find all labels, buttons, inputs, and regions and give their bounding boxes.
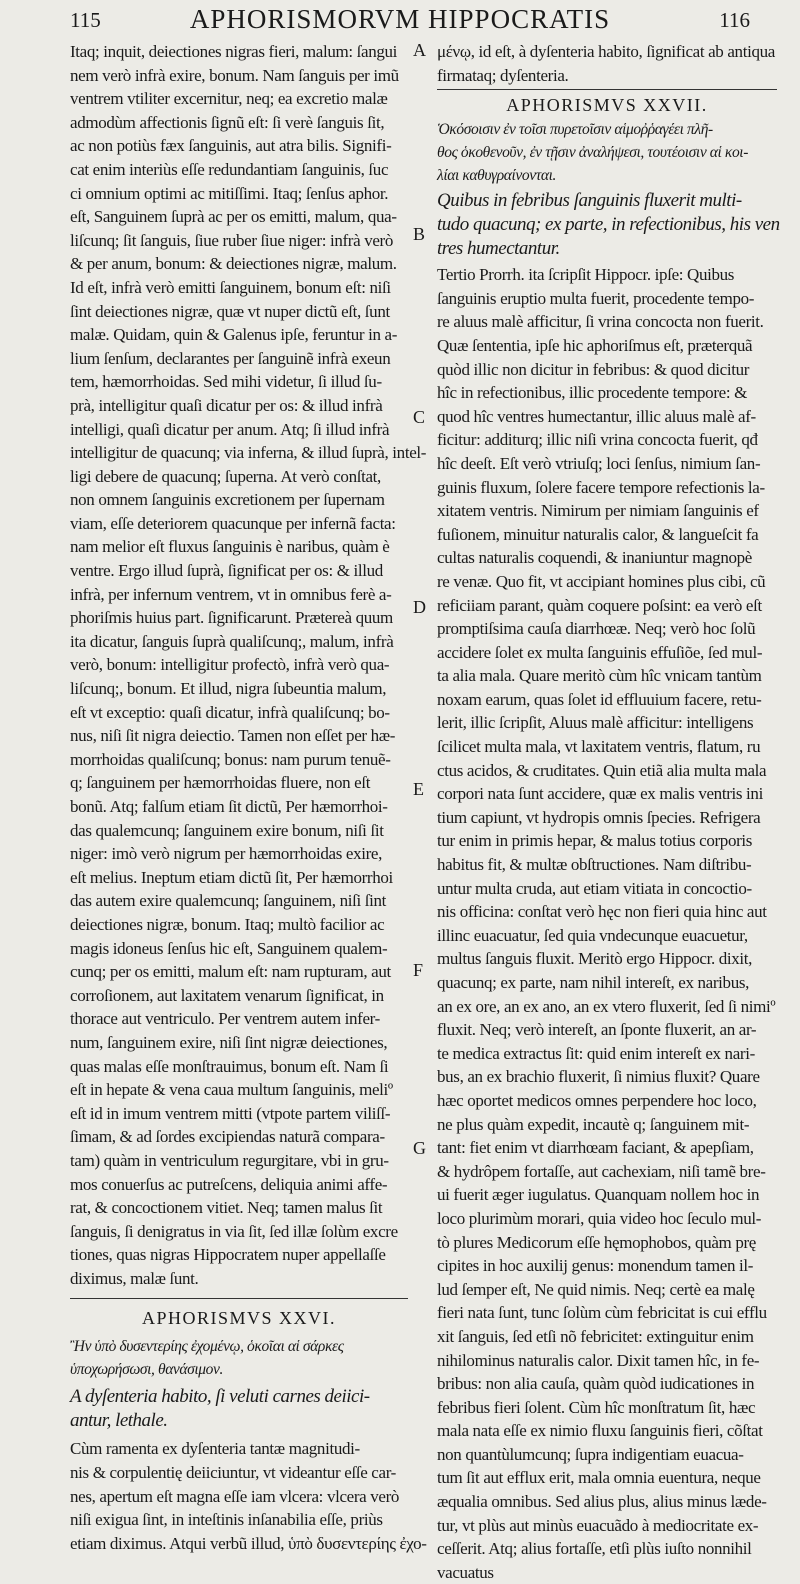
- text-line: das qualemcunq; ſanguinem exire bonum, niſi ſit: [70, 820, 384, 840]
- text-line: hæc oportet medicos omnes perpendere hoc loco,: [437, 1090, 757, 1110]
- continuation-text: [437, 40, 777, 87]
- text-line: nis & corpulentię deiiciuntur, vt videantur eſſe car-: [70, 1463, 396, 1483]
- text-line: mala nata eſſe ex nimio fluxu ſanguinis fieri, cõſtat: [437, 1421, 763, 1441]
- text-line: niger: imò verò nigrum per hæmorrhoidas exire,: [70, 844, 383, 864]
- text-line: ita dicatur, ſanguis ſuprà qualiſcunq;, malum, infrà: [70, 631, 394, 651]
- latin-translation: [437, 189, 780, 261]
- text-line: ſint deiectiones nigræ, quæ vt nuper dictũ eſt, ſunt: [70, 301, 390, 321]
- margin-letter-a: A: [413, 40, 426, 60]
- text-line: Itaq; inquit, deiectiones nigras fieri, malum: ſangui: [70, 42, 398, 61]
- text-line: intelligi, quaſi dicatur per anum. Atq; ſi illud infrà: [70, 419, 390, 439]
- text-line: nihilominus naturalis calor. Dixit tamen hîc, in fe-: [437, 1350, 760, 1370]
- text-line: febribus fieri ſolent. Cùm hîc monſtratum ſit, hæc: [437, 1397, 756, 1417]
- text-line: etiam diximus. Atqui verbũ illud, ὑπὸ δυσεντερίης ἐχο-: [70, 1533, 427, 1553]
- aphorism-heading: APHORISMVS XXVII.: [506, 95, 708, 116]
- text-line: tum ſit aut efflux erit, mala omnia euentura, neque: [437, 1468, 761, 1488]
- margin-letter-b: B: [413, 224, 426, 244]
- running-title: APHORISMORVM HIPPOCRATIS: [189, 4, 611, 34]
- translation-line: tudo quacunq; ex parte, in refectionibus, his ven: [437, 214, 780, 236]
- text-line: tium capiunt, vt hydropis omnis ſpecies. Refrigera: [437, 807, 761, 827]
- text-line: lerit, illic ſcripſit, Aluus malè afficitur: intelligens: [437, 713, 754, 733]
- text-line: das autem exire qualemcunq; ſanguinem, niſi ſint: [70, 891, 387, 911]
- text-line: cunq; per os emitti, malum eſt: nam rupturam, aut: [70, 962, 391, 982]
- text-line: q; ſanguinem per hæmorrhoidas fluere, non eſt: [70, 773, 371, 793]
- text-line: & hydrôpem fortaſſe, aut cachexiam, niſi tamẽ bre-: [437, 1161, 766, 1181]
- latin-translation: [70, 1385, 408, 1433]
- text-line: intelligitur de quacunq; via inferna, & illud ſuprà, intel-: [70, 443, 427, 463]
- text-line: mos conuerſus ac putreſcens, deliquia animi affe-: [70, 1174, 388, 1194]
- greek-line: λίαι καθυγραίνονται.: [437, 167, 557, 185]
- text-line: admodùm affectionis ſignũ eſt: ſi verè ſanguis ſit,: [70, 112, 385, 132]
- text-line: verò, bonum: intelligitur profectò, infrà verò qua-: [70, 655, 390, 675]
- text-line: xit ſanguis, ſed etſi nõ febricitet: extinguitur enim: [437, 1326, 754, 1346]
- text-line: viam, eſſe deteriorem quacunque per infernã facta:: [70, 513, 396, 533]
- text-line: eſt in hepate & vena caua multum ſanguinis, meliº: [70, 1080, 393, 1100]
- text-line: rat, & concoctionem vitiet. Neq; tamen malus ſit: [70, 1198, 383, 1218]
- text-line: tam) quàm in ventriculum regurgitare, vbi in gru-: [70, 1150, 389, 1170]
- text-line: lium ſenſum, declarantes per ſanguinẽ infrà exeun: [70, 348, 391, 368]
- text-line: ta alia mala. Quare meritò cùm hîc vnicam tantùm: [437, 666, 762, 686]
- text-line: ventre. Ergo illud ſuprà, ſignificat per os: & illud: [70, 561, 383, 581]
- text-line: Quæ ſententia, ipſe hic aphoriſmus eſt, præterquã: [437, 335, 753, 355]
- margin-letter-d: D: [413, 597, 426, 617]
- margin-letter-f: F: [413, 960, 424, 980]
- left-body-text: [70, 40, 427, 1290]
- translation-line: Quibus in febribus ſanguinis fluxerit multi-: [437, 190, 742, 212]
- margin-letter-e: E: [413, 779, 424, 799]
- text-line: ac non potiùs fæx ſanguinis, aut atra bilis. Signifi-: [70, 136, 392, 156]
- margin-letter-g: G: [413, 1138, 426, 1158]
- text-line: ventrem vtiliter excernitur, neq; ea excretio malæ: [70, 89, 388, 109]
- text-line: fluxit. Neq; verò intereſt, an ſponte fluxerit, an ar-: [437, 1020, 757, 1040]
- text-line: an ex ore, an ex ano, an ex vtero fluxerit, ſed ſi nimiº: [437, 996, 776, 1016]
- text-line: deiectiones nigræ, bonum. Itaq; multò facilior ac: [70, 914, 385, 934]
- text-line: accidere ſolet ex multa ſanguinis effuſiõe, ſed mul-: [437, 642, 763, 662]
- greek-aphorism-text: [70, 1335, 408, 1381]
- page-number-left: 115: [70, 8, 101, 32]
- text-line: ci omnium optimi ac mitiſſimi. Itaq; ſenſus aphor.: [70, 183, 389, 203]
- text-line: firmataq; dyſenteria.: [437, 65, 569, 85]
- text-line: Id eſt, infrà verò emitti ſanguinem, bonum eſt: niſi: [70, 277, 391, 297]
- text-line: nem verò infrà exire, bonum. Nam ſanguis per imũ: [70, 65, 399, 85]
- text-line: thorace aut ventriculo. Per ventrem autem infer-: [70, 1009, 380, 1029]
- text-line: nam melior eſt fluxus ſanguinis è naribus, quàm è: [70, 537, 390, 557]
- text-line: nis officina: conſtat verò hęc non fieri quia hinc aut: [437, 902, 767, 922]
- text-line: Cùm ramenta ex dyſenteria tantæ magnitudi-: [70, 1439, 360, 1459]
- text-line: infrà, per infernum ventrem, vt in omnibus ferè a-: [70, 584, 392, 604]
- text-line: & per anum, bonum: & deiectiones nigræ, malum.: [70, 254, 397, 274]
- text-line: cipites in hoc auxilij genus: monendum tamen il-: [437, 1256, 754, 1276]
- text-line: quas malas eſſe monſtrauimus, bonum eſt. Nam ſi: [70, 1056, 389, 1076]
- text-line: loco plurimùm morari, quia video hoc ſeculo mul-: [437, 1208, 762, 1228]
- text-line: prà, intelligitur quaſi dicatur per os: & illud infrà: [70, 395, 383, 415]
- text-line: multus ſanguis fluxit. Meritò ergo Hippocr. dixit,: [437, 949, 753, 969]
- text-line: re aluus malè afficitur, ſi vrina concocta non fuerit.: [437, 312, 764, 332]
- text-line: morrhoidas qualiſcunq; bonus: nam purum tenuẽ-: [70, 749, 391, 769]
- text-line: quod hîc ventres humectantur, illic aluus malè af-: [437, 406, 756, 426]
- text-line: ctus acidos, & cruditates. Quin etiã alia multa mala: [437, 760, 767, 780]
- text-line: diximus, malæ ſunt.: [70, 1268, 199, 1288]
- text-line: ceſſerit. Atq; alius fortaſſe, etſi plùs iuſto nonnihil: [437, 1539, 752, 1559]
- text-line: xitatem ventris. Nimirum per nimiam ſanguinis ef: [437, 501, 759, 521]
- text-line: nus, niſi ſit nigra deiectio. Tamen non eſſet per hæ-: [70, 726, 396, 746]
- text-line: tur, vt plùs aut minùs euacuãdo à mediocritate ex-: [437, 1515, 759, 1535]
- translation-line: antur, lethale.: [70, 1410, 168, 1432]
- text-line: cat enim interiùs eſſe redundantiam ſanguinis, ſuc: [70, 159, 389, 179]
- text-line: ſcilicet multa mala, vt laxitatem ventris, flatum, ru: [437, 737, 761, 757]
- text-line: hîc in refectionibus, illic procedente tempore: &: [437, 383, 747, 403]
- text-line: magis idoneus ſenſus hic eſt, Sanguinem qualem-: [70, 938, 388, 958]
- text-line: niſi exigua ſint, in inteſtinis inſanabilia eſſe, priùs: [70, 1510, 383, 1530]
- text-line: eſt, Sanguinem ſuprà ac per os emitti, malum, qua-: [70, 207, 397, 227]
- text-line: malæ. Quidam, quin & Galenus ipſe, feruntur in a-: [70, 325, 398, 345]
- text-line: bus, an ex brachio fluxerit, ſi nimius fluxit? Quare: [437, 1067, 760, 1087]
- translation-line: tres humectantur.: [437, 238, 560, 260]
- text-line: fuſionem, minuitur naturalis calor, & langueſcit fa: [437, 524, 759, 544]
- text-line: re venæ. Quo fit, vt accipiant homines plus cibi, cũ: [437, 571, 766, 591]
- left-column: [70, 40, 427, 1555]
- text-line: phoriſmis huius part. ſignificarunt. Prætereà quum: [70, 608, 393, 628]
- page-number-right: 116: [719, 8, 750, 32]
- text-line: noxam earum, quas ſolet id effluuium facere, retu-: [437, 689, 762, 709]
- text-line: tem, hæmorrhoidas. Sed mihi videtur, ſi illud ſu-: [70, 372, 382, 392]
- text-line: bonũ. Atq; falſum etiam ſit dictũ, Per hæmorrhoi-: [70, 797, 388, 816]
- text-line: quacunq; ex parte, nam nihil intereſt, ex naribus,: [437, 973, 750, 992]
- text-line: num, ſanguinem exire, niſi ſint nigræ deiectiones,: [70, 1032, 388, 1052]
- greek-line: Ὁκόσοισιν ἐν τοῖσι πυρετοῖσιν αἱμοῤῥαγέει πλῆ-: [437, 121, 713, 139]
- text-line: bribus: non alia cauſa, quàm quòd iudicationes in: [437, 1374, 755, 1394]
- text-line: æqualia omnibus. Sed alius plus, alius minus læde-: [437, 1492, 767, 1512]
- text-line: lud ſemper eſt, Ne quid nimis. Neq; certè ea malę: [437, 1279, 755, 1299]
- text-line: hîc deeſt. Eſt verò vtriuſq; loci ſenſus, nimium ſan-: [437, 453, 761, 473]
- text-line: corroſionem, aut laxitatem venarum ſignificat, in: [70, 985, 384, 1005]
- text-line: cultas naturalis coquendi, & inaniuntur magnopè: [437, 548, 752, 568]
- text-line: eſt melius. Ineptum etiam dictũ ſit, Per hæmorrhoi: [70, 867, 393, 887]
- text-line: liſcunq; ſit ſanguis, ſiue ruber ſiue niger: infrà verò: [70, 230, 394, 250]
- text-line: ne plus quàm expedit, incautè q; ſanguinem mit-: [437, 1114, 750, 1134]
- text-line: tant: fiet enim vt diarrhœam faciant, & apepſiam,: [437, 1138, 754, 1158]
- section-rule: [437, 89, 777, 90]
- right-column: [437, 40, 780, 1584]
- section-rule: [70, 1298, 408, 1299]
- text-line: ſanguinis eruptio multa fuerit, procedente tempo-: [437, 288, 755, 308]
- text-line: reficiiam parant, quàm coquere poſsint: ea verò eſt: [437, 595, 762, 615]
- text-line: untur multa cruda, aut etiam vitiata in concoctio-: [437, 878, 752, 898]
- text-line: promptiſsima cauſa diarrhœæ. Neq; verò hoc ſolũ: [437, 619, 756, 639]
- text-line: illinc euacuatur, ſed quia vndecunque euacuetur,: [437, 925, 748, 945]
- greek-aphorism-text: [437, 118, 777, 187]
- text-line: liſcunq;, bonum. Et illud, nigra ſubeuntia malum,: [70, 679, 387, 699]
- text-line: tiones, quas nigras Hippocratem nuper appellaſſe: [70, 1245, 386, 1265]
- text-line: non quantùlumcunq; ſupra indigentiam euacua-: [437, 1444, 744, 1464]
- greek-line: θος ὁκοθενοῦν, ἐν τῇσιν ἀναλήψεσι, τουτέοισιν αἱ κοι-: [437, 144, 748, 162]
- text-line: ui fuerit æger iugulatus. Quanquam nollem hoc in: [437, 1185, 760, 1205]
- commentary-text: [70, 1437, 427, 1555]
- margin-letter-c: C: [413, 407, 426, 427]
- text-line: habitus fit, & multæ obſtructiones. Nam diſtribu-: [437, 855, 752, 875]
- text-line: tur enim in primis hepar, & malus totius corporis: [437, 831, 753, 851]
- text-line: μένῳ, id eſt, à dyſenteria habito, ſignificat ab antiqua: [437, 42, 775, 61]
- text-line: quòd illic non dicitur in febribus: & quod dicitur: [437, 359, 750, 379]
- greek-line: Ἢν ὑπὸ δυσεντερίης ἐχομένῳ, ὁκοῖαι αἱ σάρκες: [70, 1338, 344, 1356]
- text-line: ſimam, & ad ſordes excipiendas naturã compara-: [70, 1127, 385, 1147]
- text-line: te medica extractus ſit: quid enim intereſt ex nari-: [437, 1043, 755, 1063]
- commentary-text: [437, 263, 777, 1584]
- text-line: eſt vt exceptio: quaſi dicatur, infrà qualiſcunq; bo-: [70, 702, 390, 722]
- text-line: eſt id in imum ventrem mitti (vtpote partem viliſſ-: [70, 1103, 391, 1123]
- text-line: non omnem ſanguinis excretionem per ſupernam: [70, 490, 385, 510]
- text-line: ligi debere de quacunq; ſuperna. At verò conſtat,: [70, 466, 381, 486]
- page-header: [0, 2, 800, 38]
- greek-line: ὑποχωρήσωσι, θανάσιμον.: [70, 1361, 223, 1379]
- text-line: ficitur: additurq; illic niſi vrina concocta fuerit, qđ: [437, 430, 758, 450]
- text-line: Tertio Prorrh. ita ſcripſit Hippocr. ipſe: Quibus: [437, 265, 735, 285]
- text-line: tò plures Medicorum eſſe hęmophobos, quàm prę: [437, 1232, 756, 1252]
- text-line: nes, apertum eſt magna eſſe iam vlcera: vlcera verò: [70, 1486, 400, 1506]
- text-line: vacuatus: [437, 1562, 494, 1582]
- text-line: ſanguis, ſi denigratus in via ſit, ſed illæ ſolùm excre: [70, 1221, 398, 1241]
- text-line: corpori nata ſunt accidere, quæ ex malis ventris ini: [437, 784, 763, 804]
- translation-line: A dyſenteria habito, ſi veluti carnes deiici-: [70, 1386, 370, 1408]
- text-line: guinis fluxum, ſolere facere tempore refectionis la-: [437, 477, 765, 497]
- aphorism-heading: APHORISMVS XXVI.: [141, 1308, 337, 1329]
- text-line: fieri nata ſunt, tunc ſolùm cùm febricitat is cui efflu: [437, 1303, 767, 1323]
